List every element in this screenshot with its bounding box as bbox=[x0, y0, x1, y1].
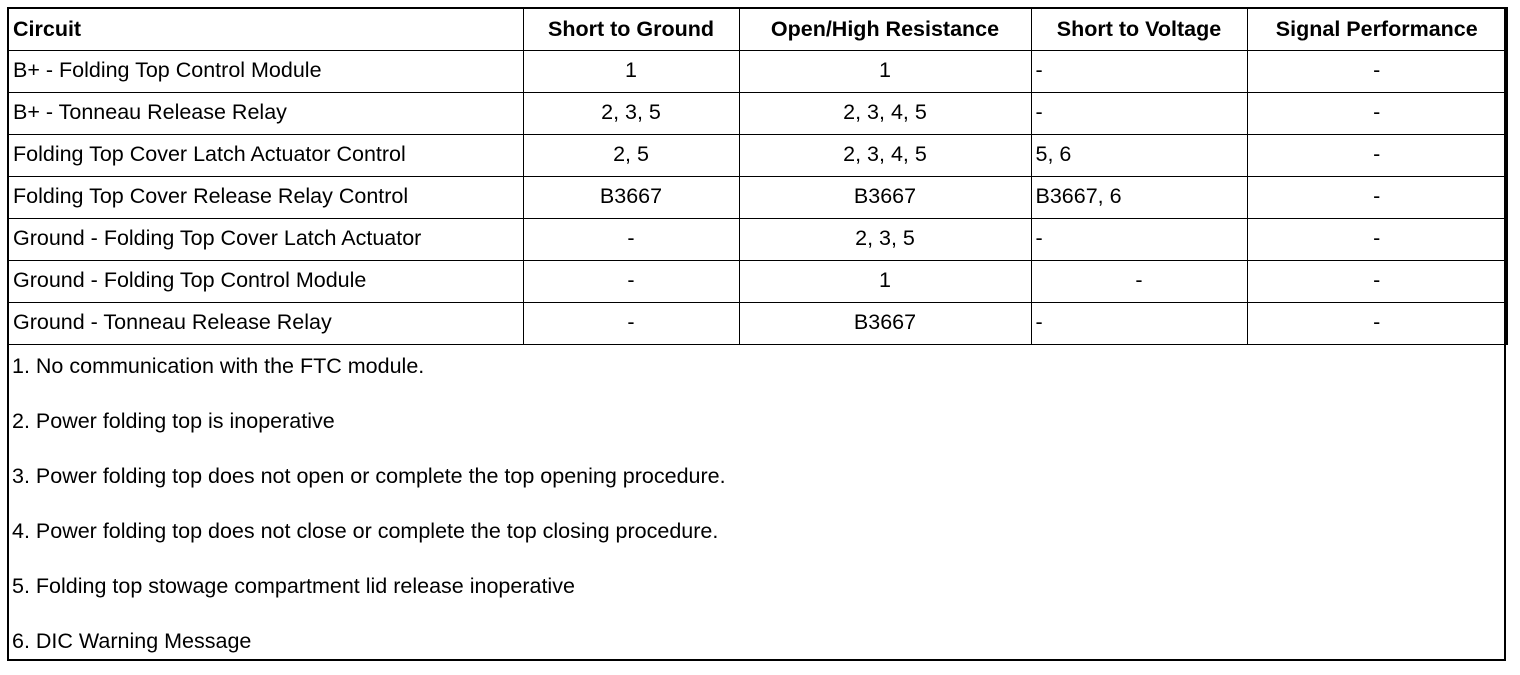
table-row bbox=[8, 50, 1507, 92]
cell-open-high-resistance: 1 bbox=[739, 50, 1031, 92]
footnote-2: 2. Power folding top is inoperative bbox=[12, 409, 335, 433]
cell-short-to-ground: - bbox=[523, 260, 739, 302]
header-short-to-ground: Short to Ground bbox=[523, 8, 739, 50]
cell-circuit: Ground - Folding Top Control Module bbox=[8, 260, 523, 302]
header-short-to-voltage: Short to Voltage bbox=[1031, 8, 1247, 50]
cell-short-to-ground: - bbox=[523, 218, 739, 260]
footnote-3: 3. Power folding top does not open or complete the top opening procedure. bbox=[12, 464, 726, 488]
table-row bbox=[8, 92, 1507, 134]
cell-short-to-voltage: - bbox=[1031, 260, 1247, 302]
cell-circuit: B+ - Tonneau Release Relay bbox=[8, 92, 523, 134]
cell-short-to-voltage: - bbox=[1031, 218, 1247, 260]
table-row bbox=[8, 302, 1507, 344]
cell-short-to-voltage: - bbox=[1031, 92, 1247, 134]
cell-signal-performance: - bbox=[1247, 92, 1507, 134]
cell-open-high-resistance: 1 bbox=[739, 260, 1031, 302]
header-circuit: Circuit bbox=[8, 8, 523, 50]
cell-circuit: Folding Top Cover Release Relay Control bbox=[8, 176, 523, 218]
cell-circuit: Folding Top Cover Latch Actuator Control bbox=[8, 134, 523, 176]
header-open-high-resistance: Open/High Resistance bbox=[739, 8, 1031, 50]
cell-short-to-ground: 1 bbox=[523, 50, 739, 92]
cell-short-to-ground: 2, 5 bbox=[523, 134, 739, 176]
cell-open-high-resistance: B3667 bbox=[739, 302, 1031, 344]
cell-signal-performance: - bbox=[1247, 176, 1507, 218]
cell-short-to-ground: 2, 3, 5 bbox=[523, 92, 739, 134]
circuit-fault-table bbox=[7, 7, 1508, 345]
cell-open-high-resistance: 2, 3, 4, 5 bbox=[739, 134, 1031, 176]
cell-circuit: Ground - Folding Top Cover Latch Actuator bbox=[8, 218, 523, 260]
footnote-1: 1. No communication with the FTC module. bbox=[12, 354, 425, 378]
cell-short-to-ground: - bbox=[523, 302, 739, 344]
footnote-5: 5. Folding top stowage compartment lid release inoperative bbox=[12, 574, 575, 598]
footnote-4: 4. Power folding top does not close or complete the top closing procedure. bbox=[12, 519, 719, 543]
cell-short-to-voltage: - bbox=[1031, 302, 1247, 344]
footnote-6: 6. DIC Warning Message bbox=[12, 629, 252, 653]
table-row bbox=[8, 134, 1507, 176]
cell-signal-performance: - bbox=[1247, 302, 1507, 344]
cell-circuit: B+ - Folding Top Control Module bbox=[8, 50, 523, 92]
cell-open-high-resistance: 2, 3, 4, 5 bbox=[739, 92, 1031, 134]
cell-signal-performance: - bbox=[1247, 260, 1507, 302]
table-row bbox=[8, 176, 1507, 218]
table-header-row bbox=[8, 8, 1507, 50]
cell-short-to-voltage: B3667, 6 bbox=[1031, 176, 1247, 218]
cell-circuit: Ground - Tonneau Release Relay bbox=[8, 302, 523, 344]
cell-signal-performance: - bbox=[1247, 50, 1507, 92]
cell-short-to-ground: B3667 bbox=[523, 176, 739, 218]
cell-open-high-resistance: 2, 3, 5 bbox=[739, 218, 1031, 260]
table-row bbox=[8, 218, 1507, 260]
cell-short-to-voltage: 5, 6 bbox=[1031, 134, 1247, 176]
cell-short-to-voltage: - bbox=[1031, 50, 1247, 92]
cell-signal-performance: - bbox=[1247, 134, 1507, 176]
cell-open-high-resistance: B3667 bbox=[739, 176, 1031, 218]
footnotes bbox=[9, 345, 1504, 675]
header-signal-performance: Signal Performance bbox=[1247, 8, 1507, 50]
table-row bbox=[8, 260, 1507, 302]
cell-signal-performance: - bbox=[1247, 218, 1507, 260]
